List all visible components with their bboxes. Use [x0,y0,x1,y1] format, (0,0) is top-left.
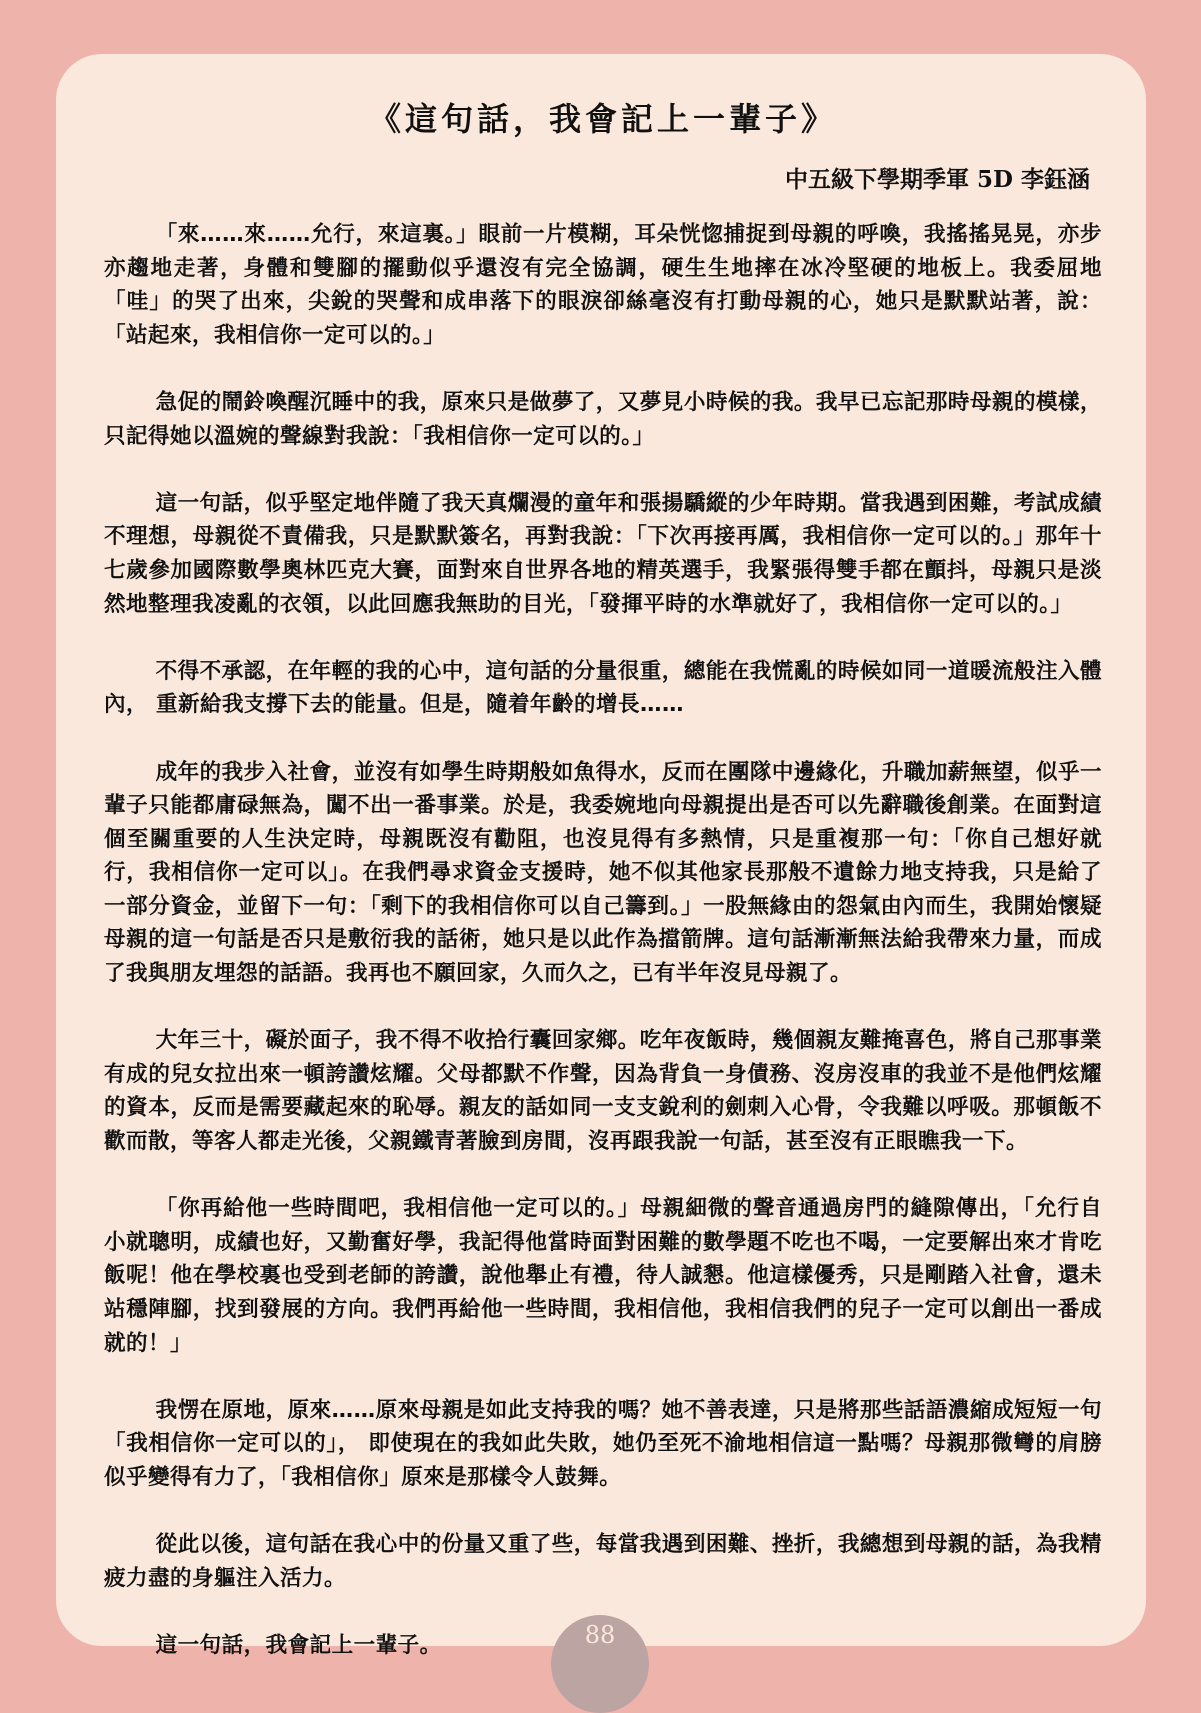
paragraph: 這一句話，我會記上一輩子。 [155,1632,442,1658]
article-title: 《這句話，我會記上一輩子》 [368,100,837,138]
paragraph: 成年的我步入社會，並沒有如學生時期般如魚得水，反而在團隊中邊緣化，升職加薪無望，似乎一輩子只能都庸碌無為，闖不出一番事業。於是，我委婉地向母親提出是否可以先辭職後創業。在面對這個至關重要的人生決定時，母親既沒有勸阻，也沒見得有多熱情，只是重複那一句：「你自己想好就行，我相信你一定可以」。在我們尋求資金支援時，她不似其他家長那般不遺餘力地支持我，只是給了一部分資金，並留下一句：「剩下的我相信你可以自己籌到。」一股無緣由的怨氣由內而生，我開始懷疑母親的這一句話是否只是敷衍我的話術，她只是以此作為擋箭牌。這句話漸漸無法給我帶來力量，而成了我與朋友埋怨的話語。我再也不願回家，久而久之，已有半年沒見母親了。 [104,759,1102,987]
paragraph: 這一句話，似乎堅定地伴隨了我天真爛漫的童年和張揚驕縱的少年時期。當我遇到困難，考試成績不理想，母親從不責備我，只是默默簽名，再對我說：「下次再接再厲，我相信你一定可以的。」那年十七歲參加國際數學奧林匹克大賽，面對來自世界各地的精英選手，我緊張得雙手都在顫抖，母親只是淡然地整理我凌亂的衣領，以此回應我無助的目光，「發揮平時的水準就好了，我相信你一定可以的。」 [104,490,1102,617]
page-number-badge [551,1615,649,1713]
paragraph: 不得不承認，在年輕的我的心中，這句話的分量很重，總能在我慌亂的時候如同一道暖流般注入體內， 重新給我支撐下去的能量。但是，隨着年齡的增長…… [104,658,1102,718]
paragraph: 「來……來……允行，來這裏。」眼前一片模糊，耳朵恍惚捕捉到母親的呼喚，我搖搖晃晃，亦步亦趨地走著，身體和雙腳的擺動似乎還沒有完全協調，硬生生地摔在冰冷堅硬的地板上。我委屈地「哇」的哭了出來，尖銳的哭聲和成串落下的眼淚卻絲毫沒有打動母親的心，她只是默默站著，說：「站起來，我相信你一定可以的。」 [104,222,1102,348]
author-byline: 中五級下學期季軍 5D 李鈺涵 [785,166,1090,193]
article-card [56,54,1146,1658]
paragraph: 急促的鬧鈴喚醒沉睡中的我，原來只是做夢了，又夢見小時候的我。我早已忘記那時母親的模樣，只記得她以溫婉的聲線對我說：「我相信你一定可以的。」 [104,389,1102,449]
page-number: 88 [584,1621,616,1649]
paragraph: 我愣在原地，原來……原來母親是如此支持我的嗎？她不善表達，只是將那些話語濃縮成短短一句「我相信你一定可以的」， 即使現在的我如此失敗，她仍至死不渝地相信這一點嗎？母親那微彎的肩膀似乎變得有力了，「我相信你」原來是那樣令人鼓舞。 [104,1397,1102,1490]
article-body [104,218,1102,1663]
paragraph: 從此以後，這句話在我心中的份量又重了些，每當我遇到困難、挫折，我總想到母親的話，為我精疲力盡的身軀注入活力。 [104,1532,1102,1591]
paragraph: 大年三十，礙於面子，我不得不收拾行囊回家鄉。吃年夜飯時，幾個親友難掩喜色，將自己那事業有成的兒女拉出來一頓誇讚炫耀。父母都默不作聲，因為背負一身債務、沒房沒車的我並不是他們炫耀的資本，反而是需要藏起來的恥辱。親友的話如同一支支銳利的劍刺入心骨，令我難以呼吸。那頓飯不歡而散，等客人都走光後，父親鐵青著臉到房間，沒再跟我說一句話，甚至沒有正眼瞧我一下。 [104,1028,1102,1155]
paragraph: 「你再給他一些時間吧，我相信他一定可以的。」母親細微的聲音通過房門的縫隙傳出，「允行自小就聰明，成績也好，又勤奮好學，我記得他當時面對困難的數學題不吃也不喝，一定要解出來才肯吃飯呢！他在學校裏也受到老師的誇讚，說他舉止有禮，待人誠懇。他這樣優秀，只是剛踏入社會，還未站穩陣腳，找到發展的方向。我們再給他一些時間，我相信他，我相信我們的兒子一定可以創出一番成就的！」 [104,1196,1102,1356]
